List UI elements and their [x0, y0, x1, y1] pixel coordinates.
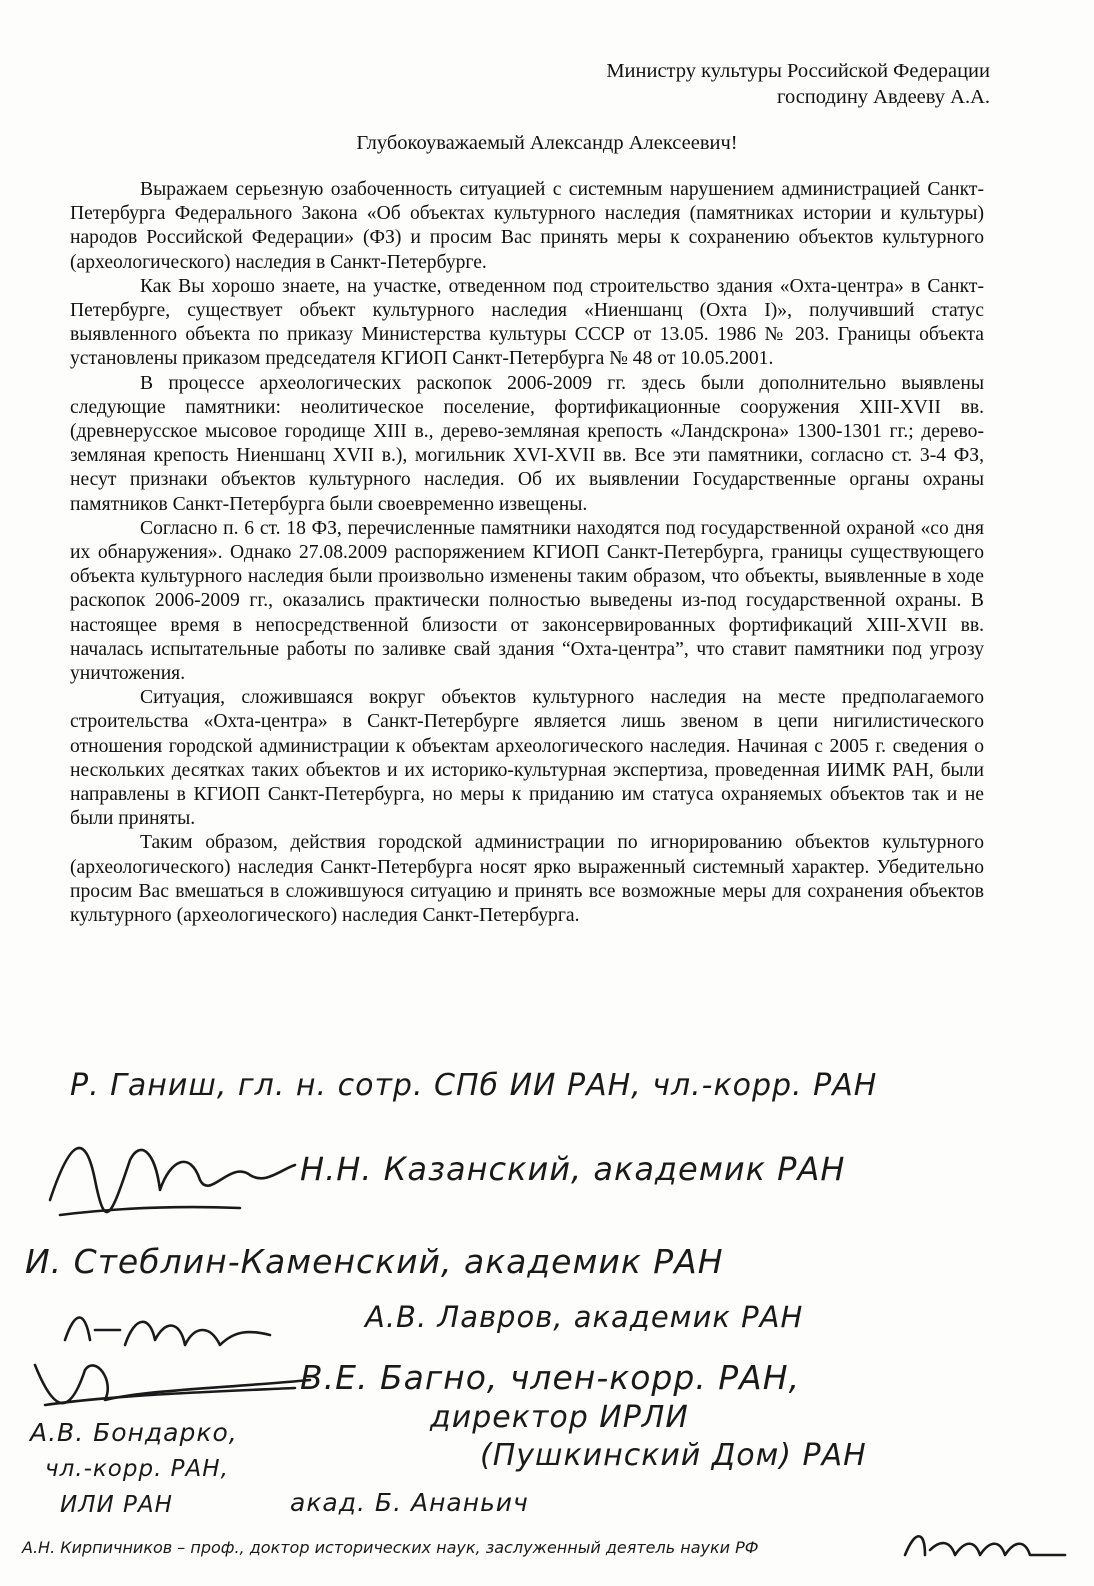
signature-bondarko-line-3: ИЛИ РАН	[60, 1492, 173, 1518]
paragraph-5: Ситуация, сложившаяся вокруг объектов культурного наследия на месте предполагаемого строительства «Охта-центра» в Санкт-Петербурге является лишь звеном в цепи нигилистического отношения городской администрации к объектам археологического наследия. Начиная с 2005 г. сведения о нескольких десятках таких объектов и их историко-культурная экспертиза, проведенная ИИМК РАН, были направлены в КГИОП Санкт-Петербурга, но меры к приданию им статуса охраняемых объектов так и не были приняты.	[70, 687, 984, 830]
signature-lavrov: А.В. Лавров, академик РАН	[365, 1300, 804, 1334]
addressee-line-2: господину Авдееву А.А.	[777, 86, 990, 108]
paragraph-2: Как Вы хорошо знаете, на участке, отведенном под строительство здания «Охта-центра» в Санкт-Петербурге, существует объект культурного наследия «Ниеншанц (Охта I)», получивший статус выявленного объекта по приказу Министерства культуры СССР от 13.05. 1986 № 203. Границы объекта установлены приказом председателя КГИОП Санкт-Петербурга № 48 от 10.05.2001.	[70, 275, 984, 370]
signature-bagno: В.Е. Багно, член-корр. РАН,	[300, 1358, 801, 1397]
signature-bagno-line-3: (Пушкинский Дом) РАН	[480, 1438, 867, 1473]
letter-body	[70, 178, 984, 928]
salutation: Глубокоуважаемый Александр Алексеевич!	[356, 132, 738, 154]
paragraph-4: Согласно п. 6 ст. 18 ФЗ, перечисленные памятники находятся под государственной охраной «со дня их обнаружения». Однако 27.08.2009 распоряжением КГИОП Санкт-Петербурга, границы существующего объекта культурного наследия были произвольно изменены таким образом, что объекты, выявленные в ходе раскопок 2006-2009 гг., оказались практически полностью выведены из-под государственной охраны. В настоящее время в непосредственной близости от законсервированных фортификаций XIII-XVII вв. началась испытательные работы по заливке свай здания “Охта-центра”, что ставит памятники под угрозу уничтожения.	[70, 517, 984, 685]
signature-kazansky: Н.Н. Казанский, академик РАН	[300, 1150, 846, 1188]
signature-scribble-kazansky	[40, 1120, 300, 1230]
paragraph-3: В процессе археологических раскопок 2006-2009 гг. здесь были дополнительно выявлены следующие памятники: неолитическое поселение, фортификационные сооружения XIII-XVII вв. (древнерусское мысовое городище XIII в., дерево-земляная крепость «Ландскрона» 1300-1301 гг.; дерево-земляная крепость Ниеншанц XVII в.), могильник XVI-XVII вв. Все эти памятники, согласно ст. 3-4 ФЗ, несут признаки объектов культурного наследия. Об их выявлении Государственные органы охраны памятников Санкт-Петербурга были своевременно извещены.	[70, 372, 984, 515]
addressee-block	[606, 58, 990, 110]
signature-ganish: Р. Ганиш, гл. н. сотр. СПб ИИ РАН, чл.-корр. РАН	[70, 1068, 878, 1103]
paragraph-1: Выражаем серьезную озабоченность ситуацией с системным нарушением администрацией Санкт-Петербурга Федерального Закона «Об объектах культурного наследия (памятниках истории и культуры) народов Российской Федерации» (ФЗ) и просим Вас принять меры к сохранению объектов культурного (археологического) наследия в Санкт-Петербурге.	[70, 179, 984, 273]
signature-ananich: акад. Б. Ананьич	[290, 1488, 529, 1517]
signature-steblin-kamensky: И. Стеблин-Каменский, академик РАН	[25, 1242, 724, 1281]
signature-bondarko-line-2: чл.-корр. РАН,	[45, 1456, 229, 1482]
signature-scribble-bagno	[25, 1350, 315, 1420]
signature-kirpichnikov: А.Н. Кирпичников – проф., доктор исторических наук, заслуженный деятель науки РФ	[22, 1538, 759, 1557]
signature-scribble-kirpichnikov	[900, 1525, 1070, 1570]
addressee-line-1: Министру культуры Российской Федерации	[606, 60, 990, 82]
signature-bondarko: А.В. Бондарко,	[30, 1418, 238, 1447]
paragraph-6: Таким образом, действия городской администрации по игнорированию объектов культурного (археологического) наследия Санкт-Петербурга носят ярко выраженный системный характер. Убедительно просим Вас вмешаться в сложившуюся ситуацию и принять все возможные меры для сохранения объектов культурного (археологического) наследия Санкт-Петербурга.	[70, 832, 984, 927]
signature-bagno-line-2: директор ИРЛИ	[430, 1400, 689, 1435]
